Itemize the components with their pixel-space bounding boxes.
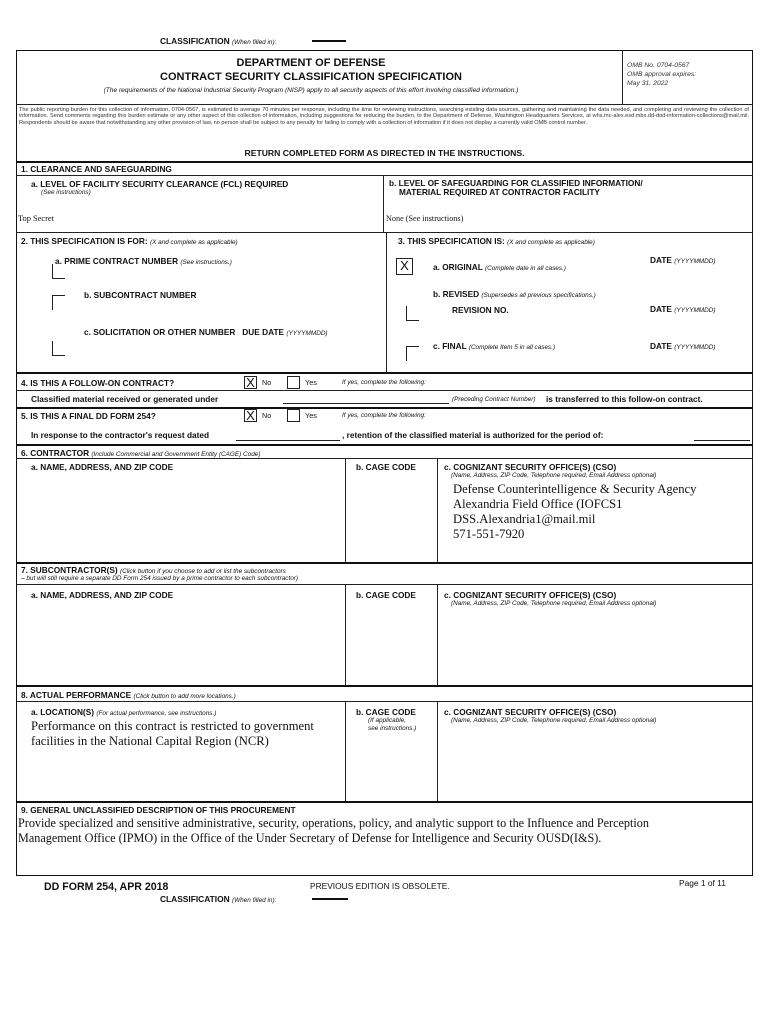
s5-no-label: No: [262, 411, 272, 420]
s7-c-label: c. COGNIZANT SECURITY OFFICE(S) (CSO): [444, 590, 617, 600]
burden-statement: The public reporting burden for this collection of information, 0704-0567, is estimated to average 70 minutes per response, including the time for reviewing instructions, searching existing data sources, gathering and maintaining the data needed, and completing and reviewing the collection of information. Send comments regarding this burden estimate or any other aspect of this collection of information, including suggestions for reducing the burden, to the Department of Defense, Washington Headquarters Services, at whs.mc-alex.esd.mbx.dd-dod-information-collections@mail.mil. Respondents should be aware that notwithstanding any other provision of law, no person shall be subject to any penalty for failing to comply with a collection of information if it does not display a currently valid OMB control number.: [19, 107, 749, 126]
s3-title: 3. THIS SPECIFICATION IS: (X and complete as applicable): [398, 236, 595, 246]
preceding-contract-input[interactable]: [283, 403, 449, 404]
s7-b-label: b. CAGE CODE: [356, 590, 416, 600]
s1-a-note: (See instructions): [41, 189, 91, 196]
s2-title: 2. THIS SPECIFICATION IS FOR: (X and complete as applicable): [21, 236, 238, 246]
s7-title: 7. SUBCONTRACTOR(S) (Click button if you choose to add or list the subcontractors: [21, 565, 286, 575]
footer-page-number: Page 1 of 11: [679, 878, 726, 888]
s6-title: 6. CONTRACTOR (Include Commercial and Government Entity (CAGE) Code): [21, 448, 261, 458]
s1-title: 1. CLEARANCE AND SAFEGUARDING: [21, 164, 172, 174]
footer-classification-redaction: [312, 898, 348, 900]
final-checkbox[interactable]: [406, 346, 419, 361]
s4-transfer-text: is transferred to this follow-on contract.: [546, 394, 703, 404]
s3-a-date: DATE (YYYYMMDD): [650, 255, 716, 265]
contractor-cso-value[interactable]: Defense Counterintelligence & Security Agency Alexandria Field Office (IOFCS1 DSS.Alexandria1@mail.mil 571-551-7920: [453, 482, 697, 541]
s5-line-label: In response to the contractor's request dated: [31, 430, 210, 440]
revised-checkbox[interactable]: [406, 306, 419, 321]
solicitation-checkbox[interactable]: [52, 341, 65, 356]
retention-period-input[interactable]: [694, 440, 750, 441]
footer-previous-edition: PREVIOUS EDITION IS OBSOLETE.: [310, 881, 450, 891]
s8-a-label: a. LOCATION(S) (For actual performance, see instructions.): [31, 707, 217, 717]
s8-title: 8. ACTUAL PERFORMANCE (Click button to add more locations.): [21, 690, 236, 700]
s7-a-label: a. NAME, ADDRESS, AND ZIP CODE: [31, 590, 174, 600]
s8-c-label: c. COGNIZANT SECURITY OFFICE(S) (CSO): [444, 707, 617, 717]
s4-no-check-mark: X: [246, 375, 255, 390]
s8-c-note: (Name, Address, ZIP Code, Telephone required, Email Address optional): [451, 717, 657, 724]
s3-a-label: a. ORIGINAL (Complete date in all cases.): [433, 262, 566, 272]
return-instructions: RETURN COMPLETED FORM AS DIRECTED IN THE INSTRUCTIONS.: [244, 148, 525, 158]
s9-title: 9. GENERAL UNCLASSIFIED DESCRIPTION OF THIS PROCUREMENT: [21, 805, 296, 815]
s6-a-label: a. NAME, ADDRESS, AND ZIP CODE: [31, 462, 174, 472]
classification-label: CLASSIFICATION (When filled in):: [160, 36, 277, 46]
dept-title: DEPARTMENT OF DEFENSE: [236, 57, 386, 69]
form-subtitle: (The requirements of the National Industrial Security Program (NISP) apply to all security aspects of this effort involving classified information.): [103, 87, 519, 94]
s4-conditional: If yes, complete the following:: [342, 379, 426, 386]
s4-line-label: Classified material received or generated under: [31, 394, 219, 404]
s4-yes-checkbox[interactable]: [287, 376, 300, 389]
request-date-input[interactable]: [236, 440, 340, 441]
s8-b-note: (If applicable, see instructions.): [368, 717, 417, 732]
s5-retention-text: , retention of the classified material is authorized for the period of:: [342, 430, 604, 440]
s7-c-note: (Name, Address, ZIP Code, Telephone required, Email Address optional): [451, 600, 657, 607]
procurement-description-value[interactable]: Provide specialized and sensitive administrative, security, operations, policy, and analytic support to the Influence and Perception Management Office (IPMO) in the Office of the Under Secretary of Defense for Intelligence and Security OUSD(I&S).: [18, 816, 649, 845]
s3-b-label: b. REVISED (Supersedes all previous specifications.): [433, 289, 596, 299]
s3-b-date: DATE (YYYYMMDD): [650, 304, 716, 314]
s6-c-label: c. COGNIZANT SECURITY OFFICE(S) (CSO): [444, 462, 617, 472]
s5-conditional: If yes, complete the following:: [342, 412, 426, 419]
revision-no-label: REVISION NO.: [452, 305, 509, 315]
footer-classification: CLASSIFICATION (When filled in):: [160, 894, 277, 904]
s5-yes-label: Yes: [305, 411, 317, 420]
performance-location-value[interactable]: Performance on this contract is restricted to government facilities in the National Capital Region (NCR): [31, 719, 314, 748]
fcl-level-value[interactable]: Top Secret: [18, 214, 54, 223]
s5-no-check-mark: X: [246, 408, 255, 423]
omb-box: OMB No. 0704-0567 OMB approval expires: May 31, 2022: [627, 62, 697, 87]
s2-b-label: b. SUBCONTRACT NUMBER: [84, 290, 197, 300]
form-title: CONTRACT SECURITY CLASSIFICATION SPECIFICATION: [160, 71, 462, 83]
s4-question: 4. IS THIS A FOLLOW-ON CONTRACT?: [21, 378, 175, 388]
subcontract-checkbox[interactable]: [52, 295, 65, 310]
s4-no-label: No: [262, 378, 272, 387]
s1-b-label: b. LEVEL OF SAFEGUARDING FOR CLASSIFIED INFORMATION/ MATERIAL REQUIRED AT CONTRACTOR FACILITY: [389, 178, 643, 197]
s2-a-label: a. PRIME CONTRACT NUMBER (See instructions.): [55, 256, 232, 266]
prime-contract-checkbox[interactable]: [52, 264, 65, 279]
s6-b-label: b. CAGE CODE: [356, 462, 416, 472]
s8-b-label: b. CAGE CODE: [356, 707, 416, 717]
s4-yes-label: Yes: [305, 378, 317, 387]
s6-c-note: (Name, Address, ZIP Code, Telephone required, Email Address optional): [451, 472, 657, 479]
s3-c-label: c. FINAL (Complete Item 5 in all cases.): [433, 341, 556, 351]
footer-form-id: DD FORM 254, APR 2018: [44, 881, 169, 893]
safeguarding-level-value[interactable]: None (See instructions): [386, 214, 464, 223]
classification-redaction: [312, 40, 346, 42]
s7-note: – but will still require a separate DD Form 254 issued by a prime contractor to each subcontractor): [21, 575, 299, 582]
s5-yes-checkbox[interactable]: [287, 409, 300, 422]
s1-a-label: a. LEVEL OF FACILITY SECURITY CLEARANCE (FCL) REQUIRED: [31, 179, 289, 189]
s5-question: 5. IS THIS A FINAL DD FORM 254?: [21, 411, 156, 421]
s4-preceding-note: (Preceding Contract Number): [452, 396, 536, 403]
s2-c-label: c. SOLICITATION OR OTHER NUMBER DUE DATE (YYYYMMDD): [84, 327, 328, 337]
original-check-mark: X: [400, 258, 409, 273]
s3-c-date: DATE (YYYYMMDD): [650, 341, 716, 351]
